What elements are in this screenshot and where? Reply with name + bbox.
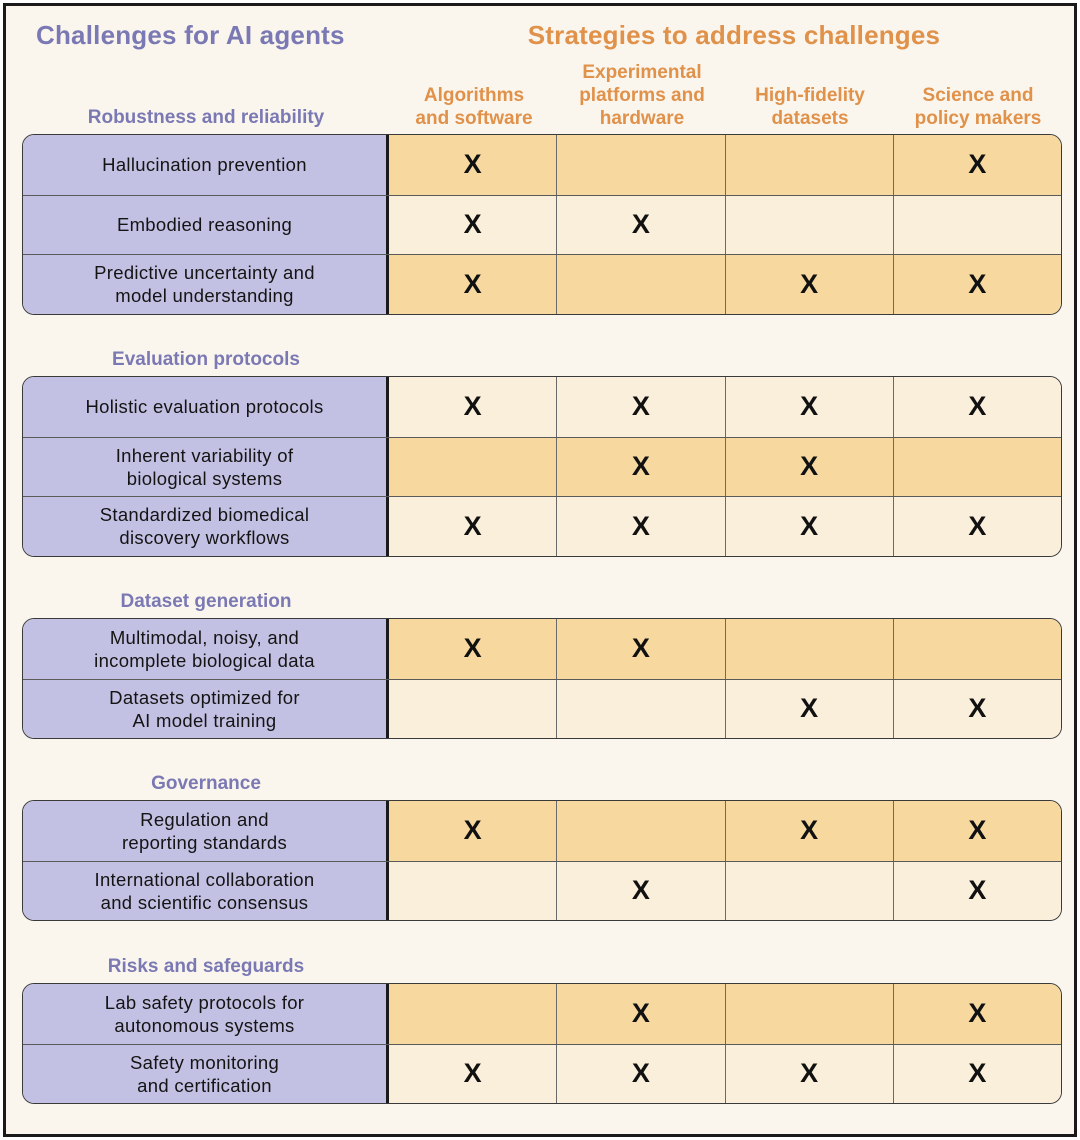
column-header-3: High-fidelity datasets: [755, 85, 865, 129]
strategy-mark: X: [725, 438, 893, 497]
strategies-title: Strategies to address challenges: [527, 20, 941, 50]
challenge-label: Datasets optimized for AI model training: [23, 680, 389, 739]
strategy-cell-empty: [725, 862, 893, 921]
strategy-mark: X: [893, 1045, 1061, 1104]
challenge-row: [23, 1044, 1061, 1104]
strategy-mark: X: [725, 255, 893, 314]
strategy-mark: X: [893, 497, 1061, 556]
strategy-mark: X: [389, 1045, 556, 1104]
strategy-mark: X: [389, 377, 556, 437]
challenge-label: Safety monitoring and certification: [23, 1045, 389, 1104]
challenge-row: [23, 195, 1061, 255]
strategy-cell-empty: [389, 438, 556, 497]
section-label: Risks and safeguards: [107, 956, 305, 977]
challenge-label: Holistic evaluation protocols: [23, 377, 389, 437]
challenge-label: Standardized biomedical discovery workflows: [23, 497, 389, 556]
strategy-mark: X: [893, 680, 1061, 739]
strategy-mark: X: [725, 377, 893, 437]
section-label: Dataset generation: [120, 591, 292, 612]
challenge-row: [23, 801, 1061, 861]
column-header-2: Experimental platforms and hardware: [579, 62, 705, 129]
strategy-cell-empty: [725, 619, 893, 679]
challenge-label: Multimodal, noisy, and incomplete biological data: [23, 619, 389, 679]
strategy-mark: X: [389, 196, 556, 255]
strategy-mark: X: [556, 438, 724, 497]
strategy-cell-empty: [893, 196, 1061, 255]
challenge-row: [23, 496, 1061, 556]
challenge-group: [22, 800, 1062, 921]
strategy-mark: X: [556, 619, 724, 679]
strategy-mark: X: [556, 196, 724, 255]
strategy-cell-empty: [389, 984, 556, 1044]
strategy-mark: X: [725, 497, 893, 556]
challenge-group: [22, 618, 1062, 739]
challenge-group: [22, 134, 1062, 315]
challenges-title: Challenges for AI agents: [36, 20, 345, 50]
challenge-row: [23, 679, 1061, 739]
strategy-mark: X: [556, 377, 724, 437]
strategy-mark: X: [389, 255, 556, 314]
challenge-label: Lab safety protocols for autonomous systems: [23, 984, 389, 1044]
strategy-cell-empty: [725, 984, 893, 1044]
strategy-mark: X: [893, 255, 1061, 314]
strategy-mark: X: [556, 862, 724, 921]
challenge-row: [23, 861, 1061, 921]
strategy-cell-empty: [893, 438, 1061, 497]
strategy-mark: X: [893, 862, 1061, 921]
strategy-mark: X: [893, 135, 1061, 195]
challenge-row: [23, 619, 1061, 679]
strategy-cell-empty: [389, 862, 556, 921]
challenge-group: [22, 376, 1062, 557]
strategy-mark: X: [389, 497, 556, 556]
challenge-group: [22, 983, 1062, 1104]
column-header-1: Algorithms and software: [415, 85, 533, 129]
strategy-mark: X: [725, 680, 893, 739]
challenge-label: International collaboration and scientific consensus: [23, 862, 389, 921]
strategy-mark: X: [893, 377, 1061, 437]
challenge-label: Inherent variability of biological systems: [23, 438, 389, 497]
strategy-cell-empty: [556, 801, 724, 861]
challenge-row: [23, 437, 1061, 497]
strategy-mark: X: [725, 801, 893, 861]
section-label: Evaluation protocols: [112, 349, 300, 370]
strategy-cell-empty: [556, 135, 724, 195]
strategy-mark: X: [389, 801, 556, 861]
strategy-mark: X: [389, 135, 556, 195]
column-header-4: Science and policy makers: [914, 85, 1042, 129]
strategy-mark: X: [893, 984, 1061, 1044]
strategy-cell-empty: [725, 135, 893, 195]
strategy-mark: X: [725, 1045, 893, 1104]
challenge-label: Predictive uncertainty and model understanding: [23, 255, 389, 314]
strategy-mark: X: [893, 801, 1061, 861]
challenge-row: [23, 135, 1061, 195]
challenge-label: Hallucination prevention: [23, 135, 389, 195]
strategy-cell-empty: [893, 619, 1061, 679]
challenge-row: [23, 254, 1061, 314]
strategy-cell-empty: [389, 680, 556, 739]
strategy-mark: X: [556, 1045, 724, 1104]
section-label: Governance: [151, 773, 261, 794]
strategy-cell-empty: [556, 680, 724, 739]
strategy-cell-empty: [556, 255, 724, 314]
strategy-cell-empty: [725, 196, 893, 255]
strategy-mark: X: [556, 497, 724, 556]
strategy-mark: X: [556, 984, 724, 1044]
challenge-row: [23, 984, 1061, 1044]
challenge-label: Embodied reasoning: [23, 196, 389, 255]
strategy-mark: X: [389, 619, 556, 679]
challenge-row: [23, 377, 1061, 437]
section-label: Robustness and reliability: [87, 107, 325, 128]
challenge-label: Regulation and reporting standards: [23, 801, 389, 861]
